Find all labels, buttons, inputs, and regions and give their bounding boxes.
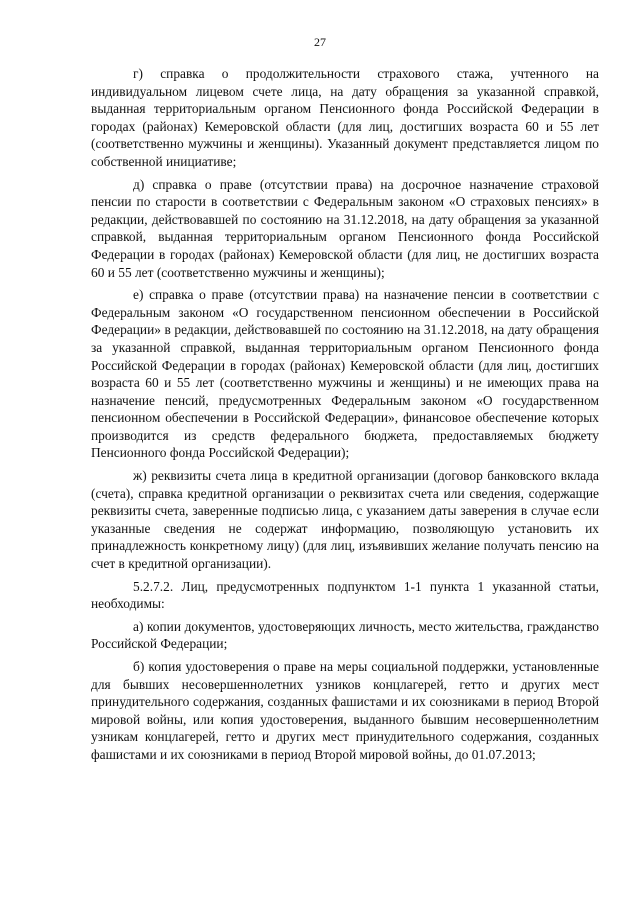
paragraph-g-insurance-record-certificate: г) справка о продолжительности страхового стажа, учтенного на индивидуальном лицевом счете лица, на дату обращения за указанной справкой, выданная территориальным органом Пенсионного фонда Российской Федерации в городах (районах) Кемеровской области (для лиц, достигших возраста 60 и 55 лет (соответственно мужчины и женщины). Указанный документ представляется лицом по собственной инициативе;: [91, 66, 599, 169]
paragraph-b-prisoner-certificate: б) копия удостоверения о праве на меры социальной поддержки, установленные для бывших несовершеннолетних узников концлагерей, гетто и других мест принудительного содержания, созданных фашистами и их союзниками в период Второй мировой войны, или копия удостоверения, выданного бывшим несовершеннолетним узникам концлагерей, гетто и других мест принудительного содержания, созданных фашистами и их союзниками в период Второй мировой войны, до 01.07.2013;: [91, 659, 599, 762]
paragraph-5-2-7-2-heading: 5.2.7.2. Лиц, предусмотренных подпунктом 1-1 пункта 1 указанной статьи, необходимы:: [91, 578, 599, 612]
paragraph-zh-bank-account-details: ж) реквизиты счета лица в кредитной организации (договор банковского вклада (счета), справка кредитной организации о реквизитах счета или сведения, содержащие реквизиты счета, заверенные подписью лица, с указанием даты заверения в случае если указанные сведения не содержат информацию, позволяющую установить их принадлежность конкретному лицу) (для лиц, изъявивших желание получать пенсию на счет в кредитной организации).: [91, 468, 599, 572]
paragraph-e-state-pension-certificate: е) справка о праве (отсутствии права) на назначение пенсии в соответствии с Федеральным законом «О государственном пенсионном обеспечении в Российской Федерации» в редакции, действовавшей по состоянию на 31.12.2018, на дату обращения за указанной справкой, выданная территориальным органом Пенсионного фонда Российской Федерации в городах (районах) Кемеровской области (для лиц, достигших возраста 60 и 55 лет (соответственно мужчины и женщины) и не имеющих права на назначение пенсий, предусмотренных Федеральным законом «О государственном пенсионном обеспечении в Российской Федерации», финансовое обеспечение которых производится из средств федерального бюджета, предоставляемых бюджету Пенсионного фонда Российской Федерации);: [91, 287, 599, 461]
document-body: [91, 65, 599, 764]
paragraph-d-early-pension-certificate: д) справка о праве (отсутствии права) на досрочное назначение страховой пенсии по старости в соответствии с Федеральным законом «О страховых пенсиях» в редакции, действовавшей по состоянию на 31.12.2018, на дату обращения за указанной справкой, выданная территориальным органом Пенсионного фонда Российской Федерации в городах (районах) Кемеровской области (для лиц, не достигших возраста 60 и 55 лет (соответственно мужчины и женщины);: [91, 176, 599, 280]
page-number: 27: [314, 35, 326, 49]
paragraph-a-identity-documents: а) копии документов, удостоверяющих личность, место жительства, гражданство Российской Федерации;: [91, 618, 599, 652]
